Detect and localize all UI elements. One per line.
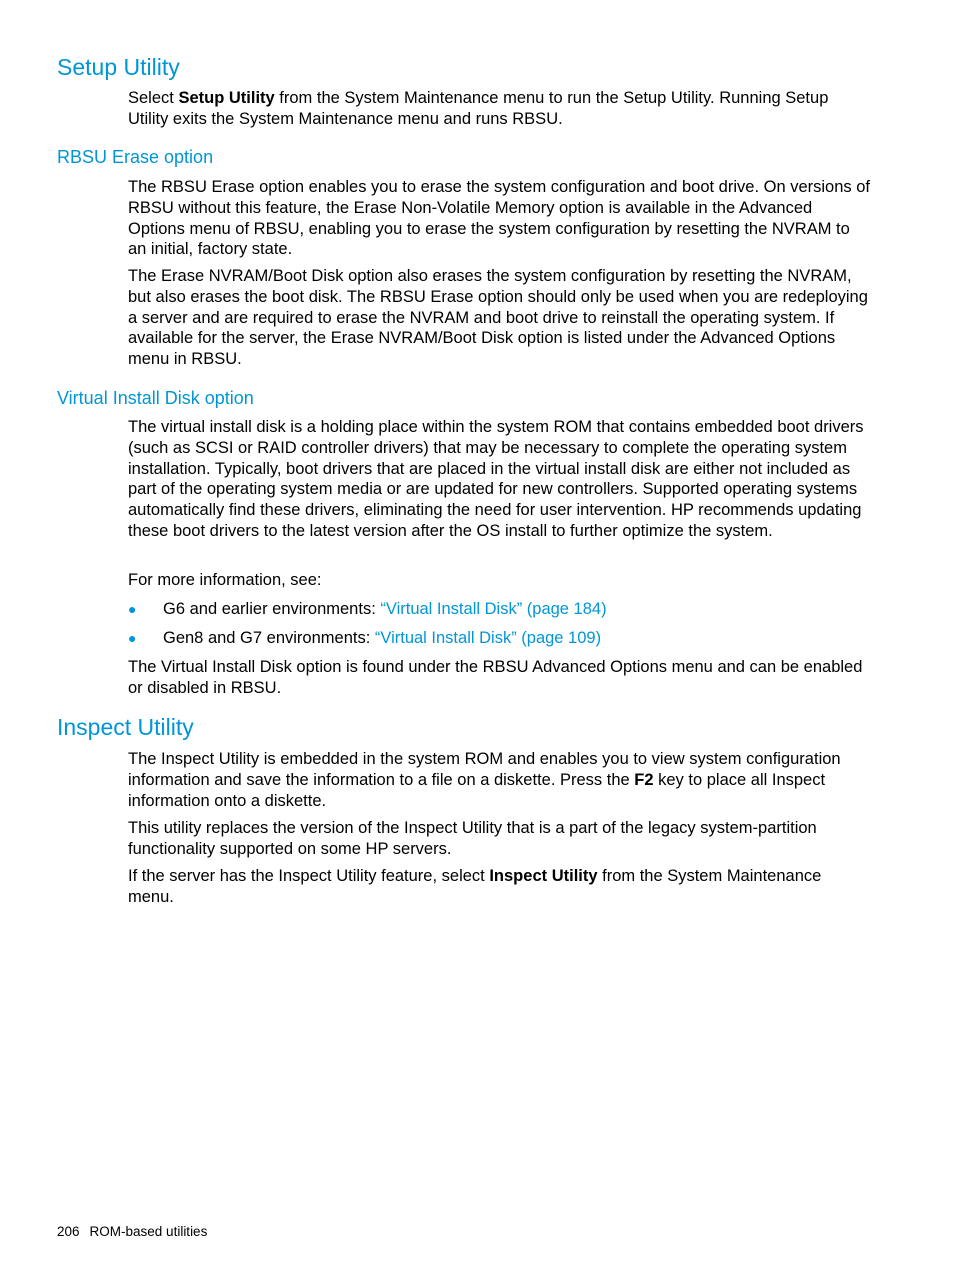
rbsu-erase-paragraph-1: The RBSU Erase option enables you to erase the system configuration and boot drive. On versions of RBSU without this feature, the Erase Non-Volatile Memory option is available in the Advanced Options menu of RBSU, enabling you to erase the system configuration by resetting the NVRAM to an initial, factory state. <box>128 178 870 259</box>
link-virtual-install-disk-page-184[interactable]: “Virtual Install Disk” (page 184) <box>380 600 607 618</box>
page-footer <box>57 1223 207 1241</box>
more-info-list <box>128 599 870 649</box>
heading-virtual-install-disk-option: Virtual Install Disk option <box>57 388 254 408</box>
bold-f2: F2 <box>634 770 654 789</box>
list-item: ● G6 and earlier environments: “Virtual Install Disk” (page 184) <box>128 600 607 618</box>
heading-setup-utility: Setup Utility <box>57 54 180 80</box>
bold-setup-utility: Setup Utility <box>178 89 275 107</box>
inspect-paragraph-1: The Inspect Utility is embedded in the system ROM and enables you to view system configuration information and save the information to a file on a diskette. Press the F2 key to place all Inspect information onto a diskette. <box>128 750 841 810</box>
bold-inspect-utility: Inspect Utility <box>489 867 598 885</box>
inspect-paragraph-2: This utility replaces the version of the Inspect Utility that is a part of the legacy system-partition functionality supported on some HP servers. <box>128 819 817 858</box>
setup-paragraph-1: Select Setup Utility from the System Maintenance menu to run the Setup Utility. Running Setup Utility exits the System Maintenance menu and runs RBSU. <box>128 89 829 128</box>
virtual-disk-paragraph-2: For more information, see: <box>128 571 322 589</box>
heading-inspect-utility: Inspect Utility <box>57 714 194 740</box>
bullet-icon: ● <box>128 601 137 617</box>
bullet-icon: ● <box>128 629 137 646</box>
inspect-paragraph-3: If the server has the Inspect Utility feature, select Inspect Utility from the System Maintenance menu. <box>128 867 822 906</box>
link-virtual-install-disk-page-109[interactable]: “Virtual Install Disk” (page 109) <box>374 628 602 647</box>
footer-section-title: ROM-based utilities <box>89 1224 208 1239</box>
list-item: ● Gen8 and G7 environments: “Virtual Install Disk” (page 109) <box>128 628 602 647</box>
virtual-disk-paragraph-3: The Virtual Install Disk option is found under the RBSU Advanced Options menu and can be enabled or disabled in RBSU. <box>128 658 863 697</box>
virtual-disk-paragraph-1: The virtual install disk is a holding place within the system ROM that contains embedded boot drivers (such as SCSI or RAID controller drivers) that may be necessary to complete the operating system installation. Typically, boot drivers that are placed in the virtual install disk are either not included as part of the operating system media or are updated for new controllers. Supported operating systems automatically find these drivers, eliminating the need for user intervention. HP recommends updating these boot drivers to the latest version after the OS install to further optimize the system. <box>128 418 864 540</box>
rbsu-erase-paragraph-2: The Erase NVRAM/Boot Disk option also erases the system configuration by resetting the NVRAM, but also erases the boot disk. The RBSU Erase option should only be used when you are redeploying a server and are required to erase the NVRAM and boot drive to reinstall the operating system. If available for the server, the Erase NVRAM/Boot Disk option is listed under the Advanced Options menu in RBSU. <box>128 267 868 369</box>
page-number: 206 <box>57 1224 80 1239</box>
heading-rbsu-erase-option: RBSU Erase option <box>57 147 214 167</box>
